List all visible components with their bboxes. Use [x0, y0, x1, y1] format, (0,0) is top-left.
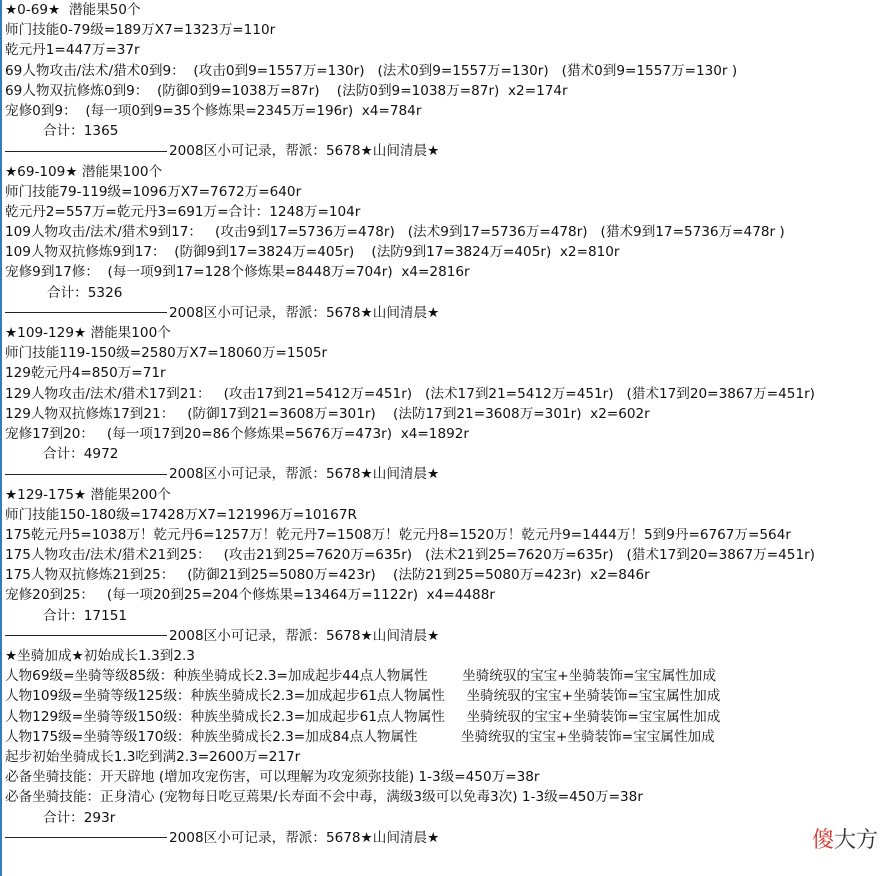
text-line: 69人物双抗修炼0到9： (防御0到9=1038万=87r) (法防0到9=1038万=87r) x2=174r	[5, 82, 568, 99]
separator-line	[5, 464, 889, 484]
section-total: 合计：5326	[47, 284, 123, 301]
text-line: 乾元丹1=447万=37r	[5, 42, 140, 59]
text-line: 人物175级=坐骑等级170级：种族坐骑成长2.3=加成84点人物属性 坐骑统驭的宝宝+坐骑装饰=宝宝属性加成	[5, 728, 715, 745]
text-line: 师门技能79-119级=1096万X7=7672万=640r	[5, 183, 302, 200]
text-line: 宠修17到20： (每一项17到20=86个修炼果=5676万=473r) x4=1892r	[5, 425, 469, 442]
watermark-logo	[812, 823, 878, 854]
section-total: 合计：293r	[43, 809, 116, 826]
separator-line	[5, 828, 889, 848]
text-line: 乾元丹2=557万=乾元丹3=691万=合计：1248万=104r	[5, 203, 361, 220]
text-line: 109人物双抗修炼9到17： (防御9到17=3824万=405r) (法防9到17=3824万=405r) x2=810r	[5, 244, 620, 261]
text-line: 人物129级=坐骑等级150级：种族坐骑成长2.3=加成起步61点人物属性 坐骑统驭的宝宝+坐骑装饰=宝宝属性加成	[5, 708, 721, 725]
section-header: ★坐骑加成★初始成长1.3到2.3	[5, 648, 195, 664]
section-header: ★129-175★ 潜能果200个	[5, 486, 171, 503]
text-line: 109人物攻击/法术/猎术9到17： (攻击9到17=5736万=478r) (法术9到17=5736万=478r) (猎术9到17=5736万=478r )	[5, 224, 785, 241]
text-line: 69人物攻击/法术/猎术0到9： (攻击0到9=1557万=130r) (法术0到9=1557万=130r) (猎术0到9=1557万=130r )	[5, 62, 738, 79]
text-line: 人物109级=坐骑等级125级：种族坐骑成长2.3=加成起步61点人物属性 坐骑统驭的宝宝+坐骑装饰=宝宝属性加成	[5, 688, 721, 705]
separator-line	[5, 141, 889, 161]
text-line: 175人物双抗修炼21到25： (防御21到25=5080万=423r) (法防21到25=5080万=423r) x2=846r	[5, 567, 650, 584]
separator-rule	[5, 151, 167, 152]
text-line: 人物69级=坐骑等级85级：种族坐骑成长2.3=加成起步44点人物属性 坐骑统驭的宝宝+坐骑装饰=宝宝属性加成	[5, 668, 716, 685]
document-body	[5, 0, 889, 848]
text-line: 175人物攻击/法术/猎术21到25： (攻击21到25=7620万=635r) (法术21到25=7620万=635r) (猎术17到20=3867万=451r)	[5, 547, 815, 564]
separator-text: 2008区小可记录，帮派：5678★山间清晨★	[169, 304, 440, 321]
text-line: 必备坐骑技能：正身清心 (宠物每日吃豆蔫果/长寿面不会中毒，满级3级可以免毒3次) 1-3级=450万=38r	[5, 789, 643, 806]
section-total: 合计：17151	[43, 607, 128, 624]
section-header: ★69-109★ 潜能果100个	[5, 163, 163, 180]
section-total: 合计：1365	[43, 123, 119, 140]
text-line: 起步初始坐骑成长1.3吃到满2.3=2600万=217r	[5, 748, 301, 765]
separator-line	[5, 626, 889, 646]
text-line: 129人物攻击/法术/猎术17到21： (攻击17到21=5412万=451r) (法术17到21=5412万=451r) (猎术17到20=3867万=451r)	[5, 385, 815, 402]
separator-line	[5, 303, 889, 323]
text-line: 宠修9到17修： (每一项9到17=128个修炼果=8448万=704r) x4=2816r	[5, 264, 470, 281]
text-line: 师门技能0-79级=189万X7=1323万=110r	[5, 22, 276, 39]
separator-rule	[5, 312, 167, 313]
text-line: 师门技能150-180级=17428万X7=121996万=10167R	[5, 506, 357, 523]
separator-rule	[5, 635, 167, 636]
separator-text: 2008区小可记录，帮派：5678★山间清晨★	[169, 627, 440, 644]
watermark-char: 傻	[811, 828, 834, 853]
separator-rule	[5, 837, 167, 838]
text-line: 师门技能119-150级=2580万X7=18060万=1505r	[5, 345, 328, 362]
watermark-text: 大方	[833, 828, 878, 853]
text-line: 129人物双抗修炼17到21： (防御17到21=3608万=301r) (法防17到21=3608万=301r) x2=602r	[5, 405, 650, 422]
separator-text: 2008区小可记录，帮派：5678★山间清晨★	[169, 143, 440, 160]
text-line: 宠修20到25： (每一项20到25=204个修炼果=13464万=1122r) x4=4488r	[5, 587, 495, 604]
separator-text: 2008区小可记录，帮派：5678★山间清晨★	[169, 466, 440, 483]
section-header: ★0-69★ 潜能果50个	[5, 2, 141, 18]
separator-text: 2008区小可记录，帮派：5678★山间清晨★	[169, 829, 440, 846]
section-header: ★109-129★ 潜能果100个	[5, 325, 171, 341]
left-border	[0, 0, 2, 876]
section-total: 合计：4972	[43, 446, 119, 463]
text-line: 必备坐骑技能：开天辟地 (增加攻宠伤害，可以理解为攻宠须弥技能) 1-3级=450万=38r	[5, 769, 540, 786]
separator-rule	[5, 474, 167, 475]
text-line: 宠修0到9： (每一项0到9=35个修炼果=2345万=196r) x4=784r	[5, 102, 422, 119]
text-line: 175乾元丹5=1038万！乾元丹6=1257万！乾元丹7=1508万！乾元丹8=1520万！乾元丹9=1444万！5到9丹=6767万=564r	[5, 526, 791, 543]
text-line: 129乾元丹4=850万=71r	[5, 365, 166, 382]
